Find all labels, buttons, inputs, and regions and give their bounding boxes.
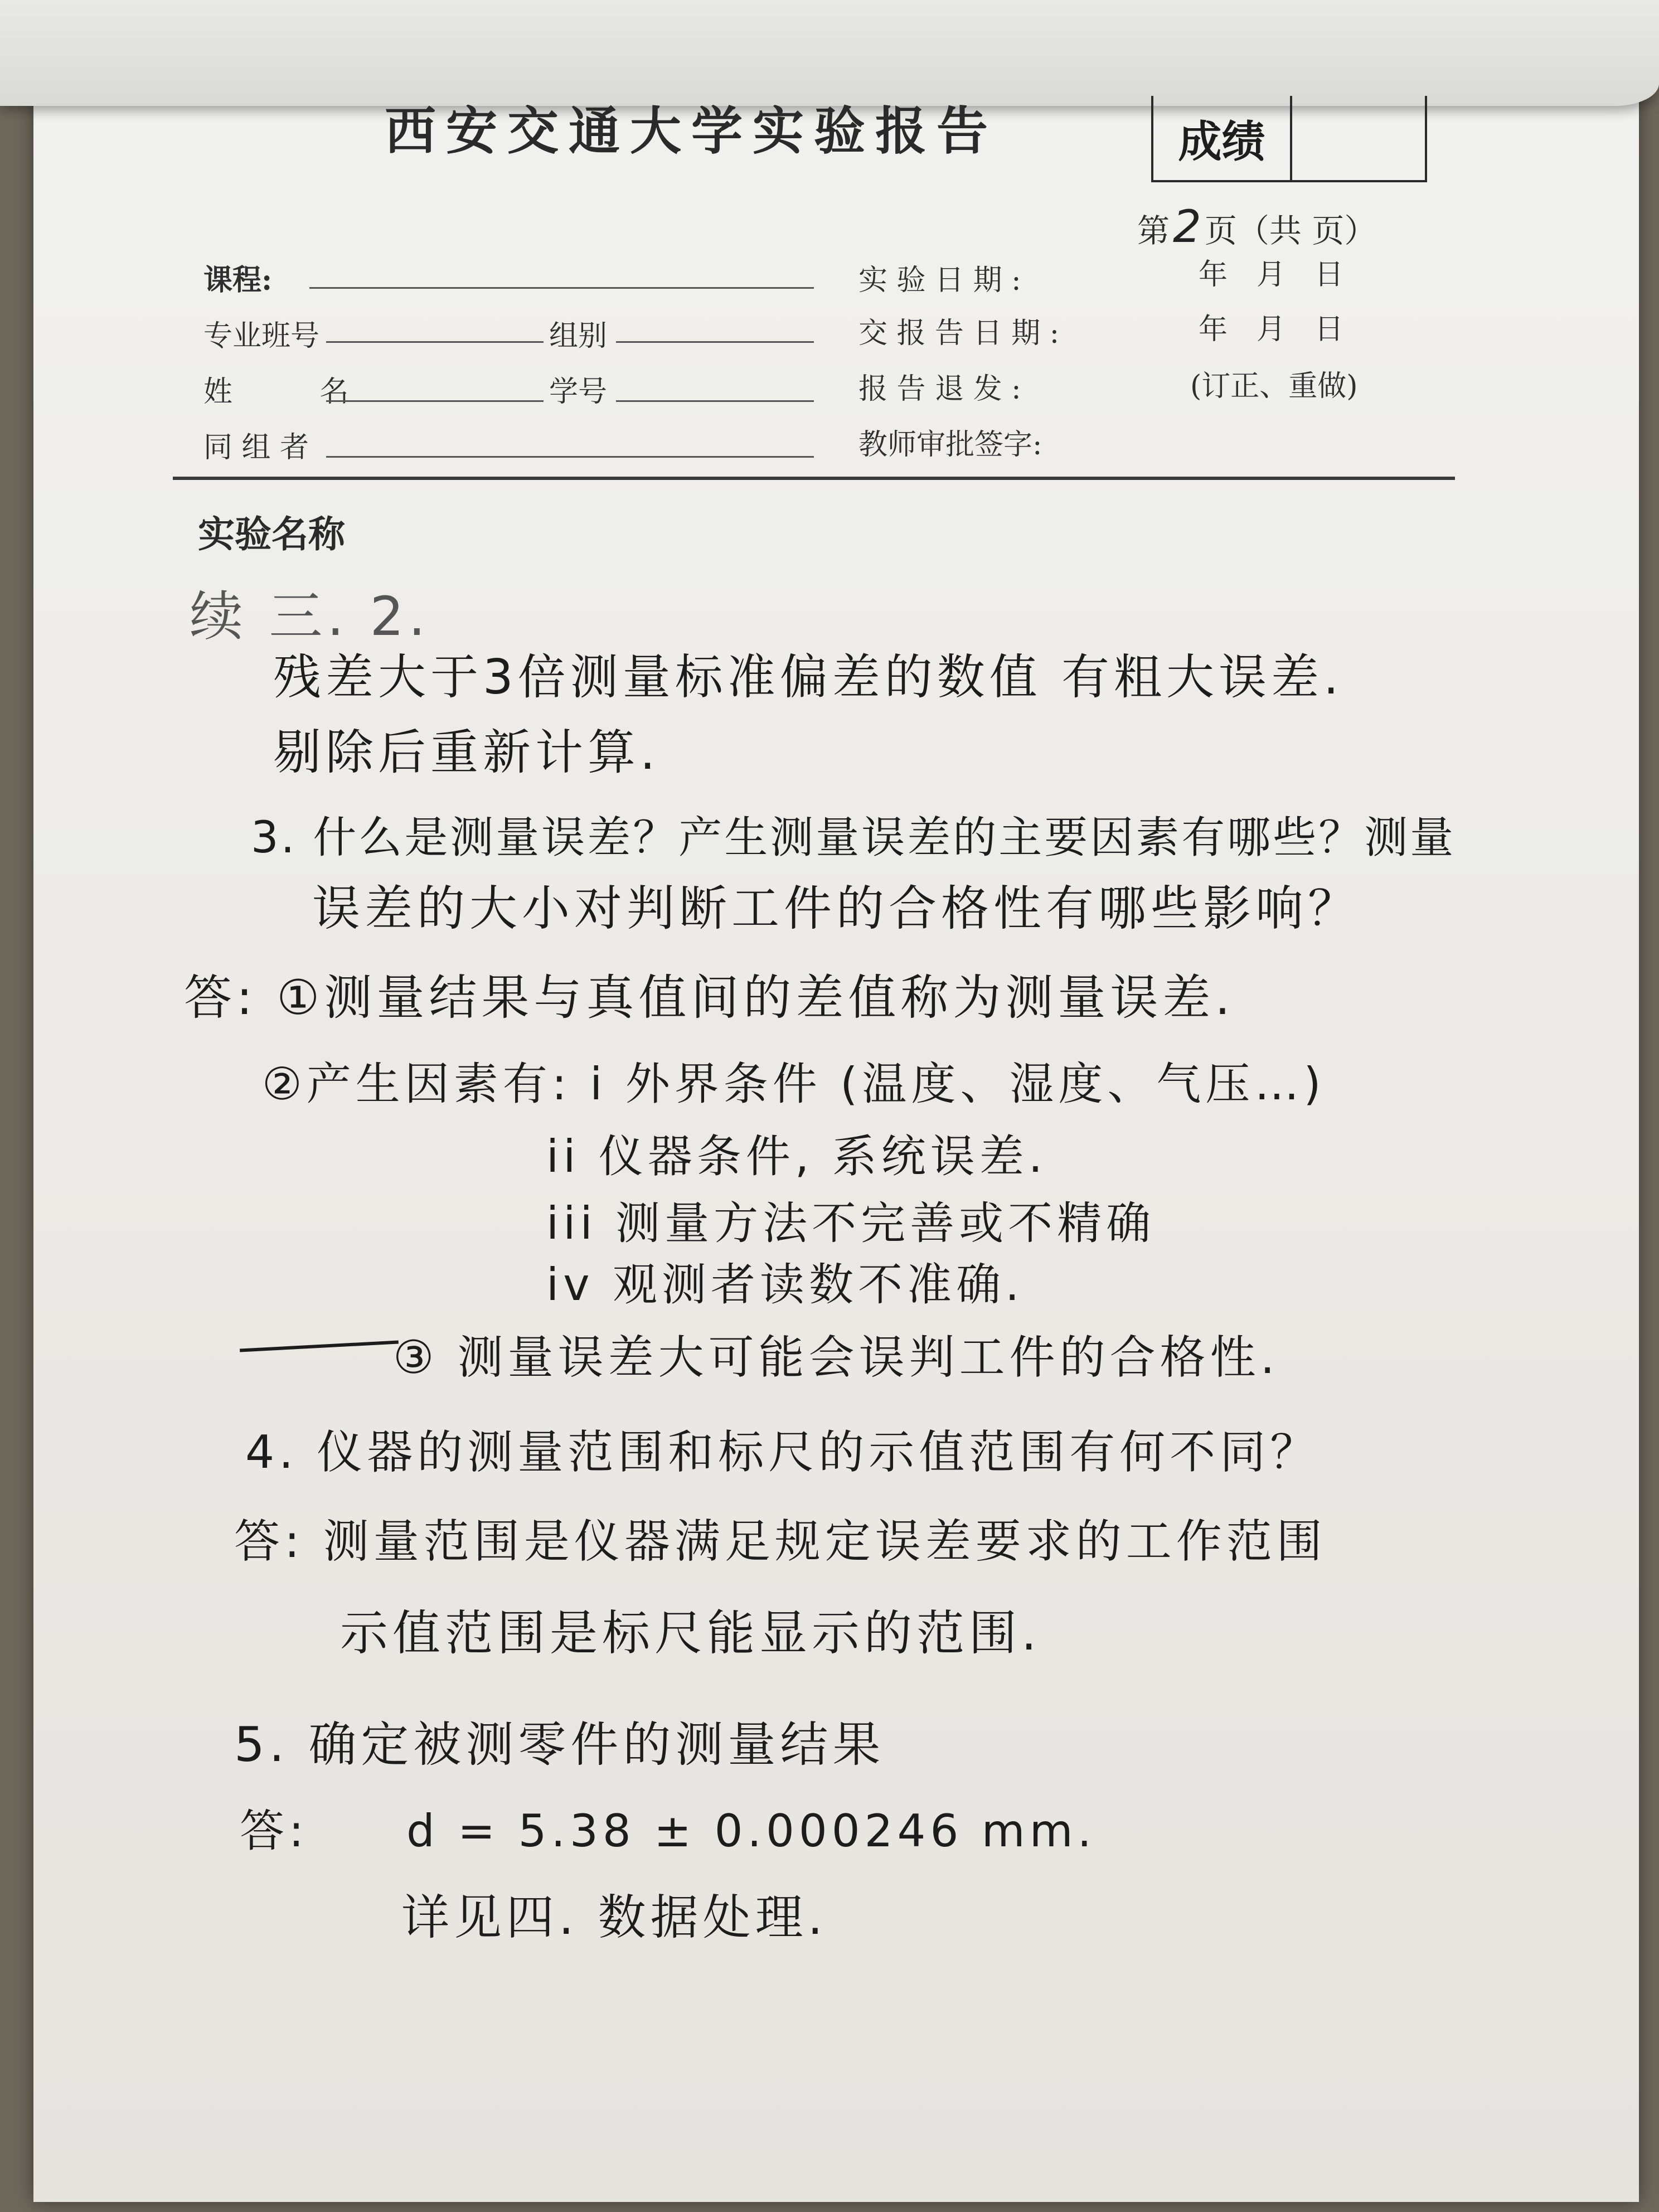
group-label: 组别 (549, 319, 608, 353)
teacher-sign-label: 教师审批签字: (858, 428, 1042, 462)
handwriting-line-13: 答: 测量范围是仪器满足规定误差要求的工作范围 (234, 1515, 1327, 1568)
page-number-value: 2 (1173, 201, 1201, 253)
handwriting-line-12: 4. 仪器的测量范围和标尺的示值范围有何不同？ (245, 1426, 1321, 1479)
handwriting-line-15: 5. 确定被测零件的测量结果 (234, 1717, 885, 1773)
group-line (616, 341, 814, 343)
handwriting-line-9: iii 测量方法不完善或不精确 (546, 1197, 1156, 1249)
returned-label: 报 告 退 发 : (858, 372, 1021, 406)
report-title: 西安交通大学实验报告 (385, 101, 998, 161)
header-divider (173, 477, 1455, 480)
handwriting-line-5: 误差的大小对判断工件的合格性有哪些影响？ (312, 881, 1360, 937)
experiment-name-label: 实验名称 (198, 512, 345, 556)
course-label: 课程: (203, 263, 273, 297)
course-line (309, 287, 814, 289)
exp-date-value: 年 月 日 (1199, 258, 1344, 292)
returned-value: (订正、重做) (1190, 370, 1358, 403)
previous-page-edge (0, 0, 1659, 106)
handwriting-line-1: 续 三. 2. (190, 585, 430, 648)
handwriting-line-3: 剔除后重新计算. (273, 725, 660, 780)
page-number (1137, 201, 1376, 253)
handwriting-line-7: ②产生因素有: i 外界条件 (温度、湿度、气压…) (262, 1058, 1326, 1110)
report-date-label: 交 报 告 日 期 : (858, 317, 1060, 350)
handwriting-line-10: iv 观测者读数不准确. (546, 1259, 1024, 1311)
major-class-label: 专业班号 (203, 319, 320, 353)
student-id-line (616, 400, 814, 402)
page-suffix: 页（共 页） (1204, 212, 1377, 250)
handwriting-line-11: ③ 测量误差大可能会误判工件的合格性. (393, 1331, 1279, 1384)
student-id-label: 学号 (549, 375, 608, 409)
page-prefix: 第 (1137, 212, 1170, 250)
exp-date-label: 实 验 日 期 : (858, 264, 1021, 297)
handwriting-line-2: 残差大于3倍测量标准偏差的数值 有粗大误差. (273, 649, 1343, 705)
handwriting-line-4: 3. 什么是测量误差？产生测量误差的主要因素有哪些？测量 (251, 813, 1456, 863)
handwriting-line-14: 示值范围是标尺能显示的范围. (340, 1605, 1041, 1661)
grade-value-cell (1292, 96, 1425, 180)
partners-line (326, 456, 814, 458)
name-label: 姓 名 (203, 375, 388, 409)
name-line (326, 400, 544, 402)
grade-box (1151, 96, 1427, 182)
report-date-value: 年 月 日 (1199, 313, 1344, 346)
handwriting-line-8: ii 仪器条件, 系统误差. (546, 1131, 1047, 1182)
major-class-line (326, 341, 544, 343)
handwriting-line-16: 答: d = 5.38 ± 0.000246 mm. (240, 1805, 1097, 1857)
handwriting-line-17: 详见四. 数据处理. (401, 1890, 828, 1946)
partners-label: 同 组 者 (203, 431, 309, 464)
handwriting-line-6: 答: ①测量结果与真值间的差值称为测量误差. (184, 970, 1235, 1026)
grade-label: 成绩 (1153, 96, 1292, 180)
